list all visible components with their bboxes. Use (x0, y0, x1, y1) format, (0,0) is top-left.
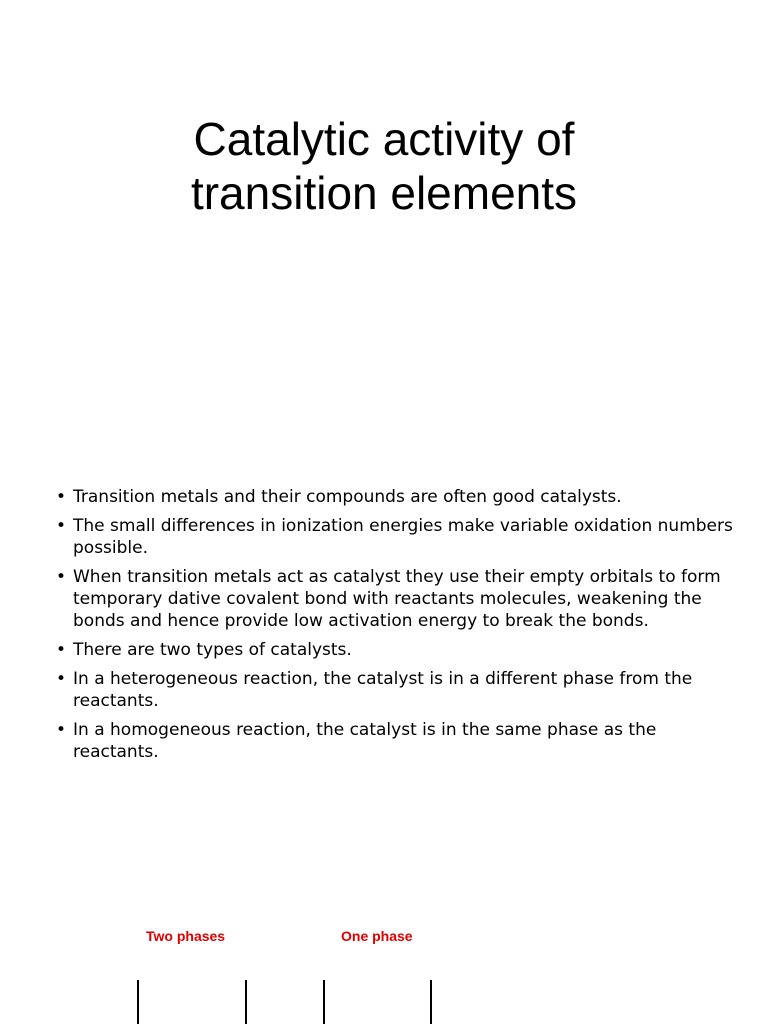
bullet-item (56, 515, 736, 559)
one-phase-label: One phase (341, 928, 413, 944)
diagram-line-4 (430, 980, 432, 1024)
bullet-dot: • (56, 567, 67, 587)
bullet-text: In a heterogeneous reaction, the catalyst is in a different phase from the reactants. (73, 669, 693, 711)
diagram-line-3 (323, 980, 325, 1024)
bullet-text: In a homogeneous reaction, the catalyst is in the same phase as the reactants. (73, 720, 657, 762)
bullet-list (56, 486, 736, 770)
bullet-text: When transition metals act as catalyst they use their empty orbitals to form temporary dative covalent bond with reactants molecules, weakening the bonds and hence provide low activation energy to break the bonds. (73, 567, 721, 631)
diagram-line-2 (245, 980, 247, 1024)
bullet-dot: • (56, 720, 67, 740)
title-line-2: transition elements (190, 167, 578, 219)
bullet-text: There are two types of catalysts. (73, 640, 352, 660)
bullet-text: Transition metals and their compounds are often good catalysts. (73, 487, 622, 507)
bullet-item (56, 639, 736, 661)
title-line-1: Catalytic activity of (193, 113, 575, 165)
slide-title (0, 112, 768, 220)
bullet-dot: • (56, 669, 67, 689)
bullet-dot: • (56, 487, 67, 507)
bullet-dot: • (56, 516, 67, 536)
bullet-item (56, 486, 736, 508)
diagram-line-1 (137, 980, 139, 1024)
two-phases-label: Two phases (146, 928, 226, 944)
bullet-item (56, 566, 736, 632)
bullet-item (56, 668, 736, 712)
bullet-text: The small differences in ionization energies make variable oxidation numbers possible. (73, 516, 733, 558)
bullet-dot: • (56, 640, 67, 660)
bullet-item (56, 719, 736, 763)
